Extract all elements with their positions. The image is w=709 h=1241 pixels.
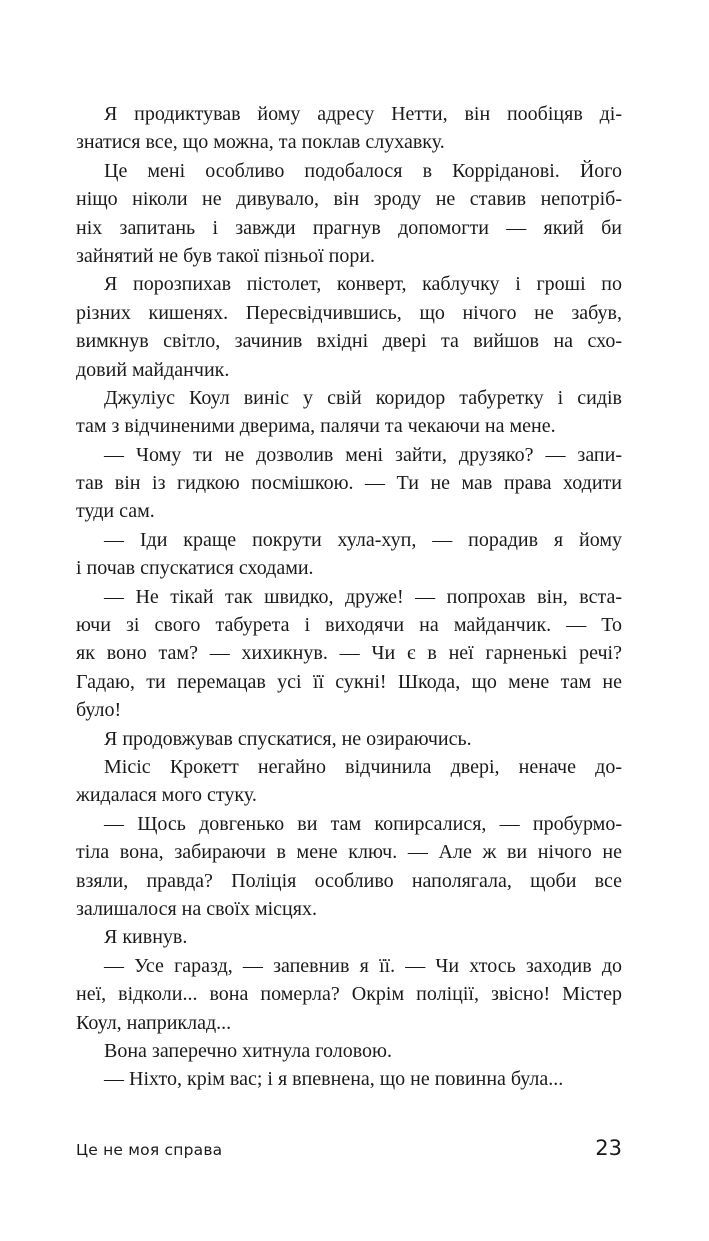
text-line: там з відчиненими дверима, палячи та чекаючи на мене.: [76, 415, 556, 438]
text-line: тав він із гидкою посмішкою. — Ти не мав права ходити: [76, 472, 622, 495]
text-line: — Не тікай так швидко, друже! — попрохав він, вста-: [104, 585, 622, 608]
text-line: ніх запитань і завжди прагнув допомогти — який би: [76, 216, 622, 239]
text-line: Джуліус Коул виніс у свій коридор табуретку і сидів: [104, 386, 622, 409]
page-number: 23: [595, 1136, 622, 1160]
text-line: Гадаю, ти перемацав усі її сукні! Шкода, що мене там не: [76, 670, 622, 693]
text-line: Вона заперечно хитнула головою.: [104, 1039, 392, 1062]
text-line: було!: [76, 699, 122, 722]
text-line: знатися все, що можна, та поклав слухавку.: [76, 131, 445, 154]
text-line: — Щось довгенько ви там копирсалися, — пробурмо-: [104, 812, 622, 835]
text-line: різних кишенях. Пересвідчившись, що нічого не забув,: [76, 301, 622, 324]
body-text: [76, 100, 622, 1094]
text-line: залишалося на своїх місцях.: [76, 897, 317, 920]
text-line: жидалася мого стуку.: [76, 784, 257, 807]
text-line: Я продиктував йому адресу Нетти, він пообіцяв ді-: [104, 103, 622, 125]
text-line: туди сам.: [76, 500, 155, 523]
text-line: — Чому ти не дозволив мені зайти, друзяко? — запи-: [104, 443, 622, 466]
running-footer-title: Це не моя справа: [76, 1141, 223, 1159]
text-line: Я кивнув.: [104, 926, 188, 949]
text-line: і почав спускатися сходами.: [76, 557, 314, 580]
text-line: взяли, правда? Поліція особливо наполягала, щоби все: [76, 869, 622, 892]
text-line: — Ніхто, крім вас; і я впевнена, що не повинна була...: [104, 1068, 564, 1091]
text-line: як воно там? — хихикнув. — Чи є в неї гарненькі речі?: [76, 642, 622, 665]
text-line: неї, відколи... вона померла? Окрім поліції, звісно! Містер: [76, 983, 622, 1006]
text-line: Коул, наприклад...: [76, 1011, 232, 1034]
text-line: ючи зі свого табурета і виходячи на майданчик. — То: [76, 614, 622, 637]
text-line: Я порозпихав пістолет, конверт, каблучку і гроші по: [104, 273, 622, 296]
text-line: Я продовжував спускатися, не озираючись.: [104, 727, 472, 750]
text-line: — Іди краще покрути хула-хуп, — порадив я йому: [104, 528, 622, 551]
text-line: Місіс Крокетт негайно відчинила двері, неначе до-: [104, 755, 622, 778]
text-line: зайнятий не був такої пізньої пори.: [76, 244, 376, 267]
text-line: вимкнув світло, зачинив вхідні двері та вийшов на схо-: [76, 330, 622, 353]
text-line: Це мені особливо подобалося в Корріданові. Його: [104, 159, 622, 182]
text-line: тіла вона, забираючи в мене ключ. — Але ж ви нічого не: [76, 841, 622, 864]
text-line: — Усе гаразд, — запевнив я її. — Чи хтось заходив до: [104, 954, 622, 977]
text-line: ніщо ніколи не дивувало, він зроду не ставив непотріб-: [76, 188, 622, 211]
text-line: довий майданчик.: [76, 358, 230, 381]
